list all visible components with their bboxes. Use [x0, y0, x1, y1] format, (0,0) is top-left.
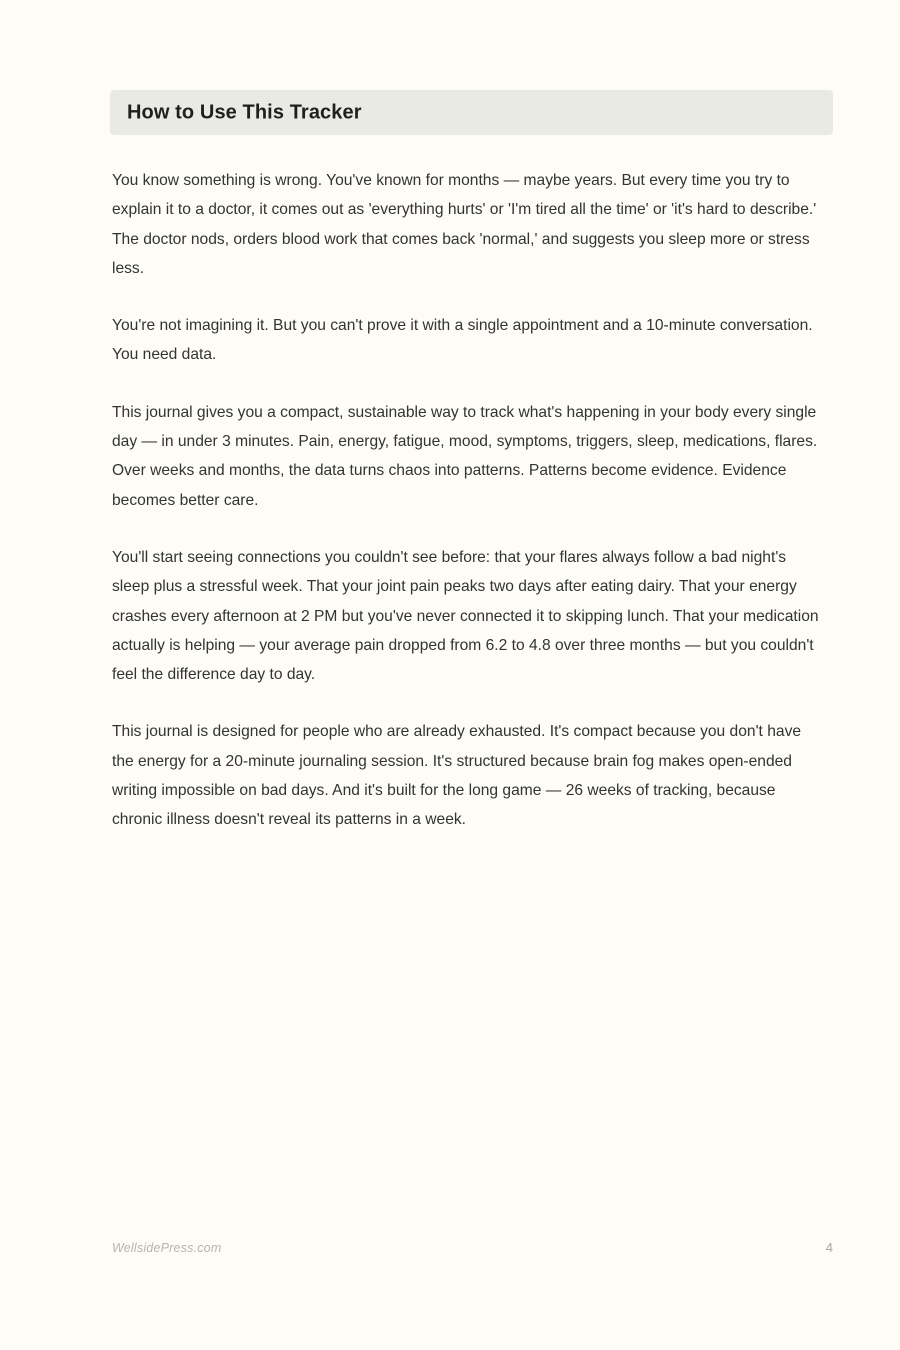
page-title: How to Use This Tracker — [127, 101, 362, 123]
section-header-bar — [110, 90, 833, 135]
paragraph: You're not imagining it. But you can't prove it with a single appointment and a 10-minute conversation. You need data. — [112, 317, 813, 364]
paragraph: This journal is designed for people who are already exhausted. It's compact because you don't have the energy for a 20-minute journaling session. It's structured because brain fog makes open-ended writing impossible on bad days. And it's built for the long game — 26 weeks of tracking, because chronic illness doesn't reveal its patterns in a week. — [112, 723, 802, 829]
page-number: 4 — [825, 1240, 833, 1255]
paragraph: This journal gives you a compact, sustainable way to track what's happening in your body every single day — in under 3 minutes. Pain, energy, fatigue, mood, symptoms, triggers, sleep, medications, flares. Over weeks and months, the data turns chaos into patterns. Patterns become evidence. Evidence becomes better care. — [112, 403, 818, 509]
page-footer — [112, 1240, 833, 1255]
paragraph: You'll start seeing connections you couldn't see before: that your flares always follow a bad night's sleep plus a stressful week. That your joint pain peaks two days after eating dairy. That your energy crashes every afternoon at 2 PM but you've never connected it to skipping lunch. That your medication actually is helping — your average pain dropped from 6.2 to 4.8 over three months — but you couldn't feel the difference day to day. — [112, 548, 819, 684]
footer-brand: WellsidePress.com — [112, 1240, 222, 1255]
paragraph: You know something is wrong. You've known for months — maybe years. But every time you try to explain it to a doctor, it comes out as 'everything hurts' or 'I'm tired all the time' or 'it's hard to describe.' The doctor nods, orders blood work that comes back 'normal,' and suggests you sleep more or stress less. — [112, 172, 817, 277]
body-content — [112, 166, 826, 835]
